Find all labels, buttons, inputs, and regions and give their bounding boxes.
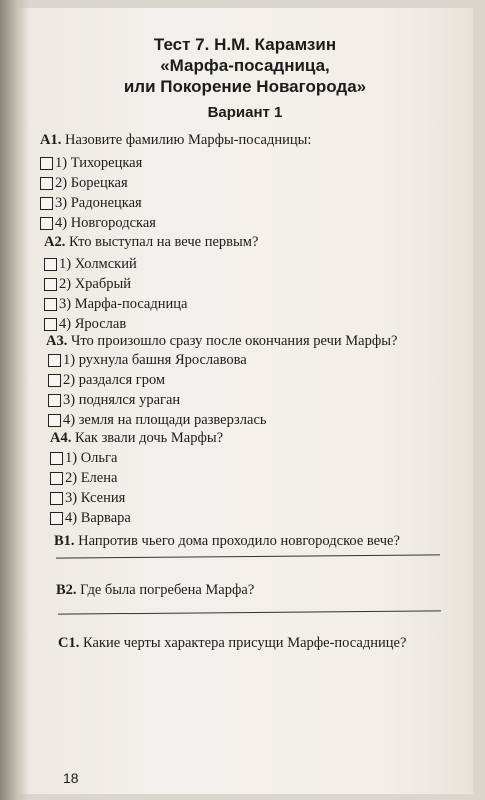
checkbox[interactable] xyxy=(40,217,53,230)
checkbox[interactable] xyxy=(48,414,61,427)
question-text: Кто выступал на вече первым? xyxy=(65,234,259,250)
option-a1-4[interactable] xyxy=(40,215,156,232)
option-a4-3[interactable] xyxy=(50,490,125,507)
checkbox[interactable] xyxy=(48,374,61,387)
checkbox[interactable] xyxy=(40,177,53,190)
option-label: 1) Тихорецкая xyxy=(55,155,143,171)
question-text: Напротив чьего дома проходило новгородское вече? xyxy=(74,533,400,549)
option-label: 3) Марфа-посадница xyxy=(59,296,188,312)
checkbox[interactable] xyxy=(50,452,63,465)
option-label: 2) Храбрый xyxy=(59,276,131,292)
title-line-3: или Покорение Новагорода» xyxy=(123,77,367,96)
checkbox[interactable] xyxy=(50,472,63,485)
option-label: 2) Елена xyxy=(65,470,118,486)
question-number: В2. xyxy=(56,582,77,598)
question-number: А4. xyxy=(50,430,72,446)
option-a1-3[interactable] xyxy=(40,195,142,212)
option-label: 4) Варвара xyxy=(65,510,131,526)
checkbox[interactable] xyxy=(44,278,57,291)
question-b1 xyxy=(54,533,400,550)
option-label: 3) Ксения xyxy=(65,490,126,506)
checkbox[interactable] xyxy=(44,258,57,271)
option-a2-2[interactable] xyxy=(44,276,131,293)
checkbox[interactable] xyxy=(40,197,53,210)
option-a4-2[interactable] xyxy=(50,470,117,487)
option-label: 1) Холмский xyxy=(59,256,137,272)
page-number: 18 xyxy=(63,770,79,786)
option-label: 4) Ярослав xyxy=(59,316,127,332)
question-number: В1. xyxy=(54,533,75,549)
option-a1-2[interactable] xyxy=(40,175,128,192)
question-text: Какие черты характера присущи Марфе-посаднице? xyxy=(79,635,407,651)
variant-heading: Вариант 1 xyxy=(207,104,283,121)
option-label: 3) поднялся ураган xyxy=(63,392,181,408)
checkbox[interactable] xyxy=(40,157,53,170)
option-label: 4) Новгородская xyxy=(55,215,156,231)
question-text: Где была погребена Марфа? xyxy=(76,582,255,598)
question-a1 xyxy=(40,132,311,149)
title-line-1: Тест 7. Н.М. Карамзин xyxy=(153,35,337,54)
question-a2 xyxy=(44,234,258,251)
question-text: Что произошло сразу после окончания речи Марфы? xyxy=(67,333,398,349)
question-a3 xyxy=(46,333,397,350)
option-a3-4[interactable] xyxy=(48,412,267,429)
question-number: А1. xyxy=(40,132,62,148)
option-a3-2[interactable] xyxy=(48,372,165,389)
option-label: 2) раздался гром xyxy=(63,372,166,388)
option-a2-4[interactable] xyxy=(44,316,126,333)
option-a4-4[interactable] xyxy=(50,510,131,527)
page-shadow xyxy=(0,0,30,800)
checkbox[interactable] xyxy=(44,318,57,331)
question-b2 xyxy=(56,582,254,599)
checkbox[interactable] xyxy=(50,492,63,505)
option-label: 3) Радонецкая xyxy=(55,195,142,211)
question-number: А2. xyxy=(44,234,66,250)
checkbox[interactable] xyxy=(44,298,57,311)
option-a3-1[interactable] xyxy=(48,352,247,369)
test-title xyxy=(40,34,450,97)
option-a2-1[interactable] xyxy=(44,256,137,273)
checkbox[interactable] xyxy=(48,394,61,407)
option-a4-1[interactable] xyxy=(50,450,117,467)
option-label: 1) рухнула башня Ярославова xyxy=(63,352,247,368)
title-line-2: «Марфа-посадница, xyxy=(160,56,330,75)
question-number: С1. xyxy=(58,635,80,651)
checkbox[interactable] xyxy=(48,354,61,367)
question-a4 xyxy=(50,430,223,447)
option-label: 2) Борецкая xyxy=(55,175,128,191)
question-number: А3. xyxy=(46,333,68,349)
option-a1-1[interactable] xyxy=(40,155,142,172)
option-label: 1) Ольга xyxy=(65,450,118,466)
checkbox[interactable] xyxy=(50,512,63,525)
option-a2-3[interactable] xyxy=(44,296,187,313)
question-text: Назовите фамилию Марфы-посадницы: xyxy=(61,132,312,148)
question-text: Как звали дочь Марфы? xyxy=(71,430,224,446)
question-c1 xyxy=(58,635,406,652)
option-label: 4) земля на площади разверзлась xyxy=(63,412,267,428)
option-a3-3[interactable] xyxy=(48,392,180,409)
